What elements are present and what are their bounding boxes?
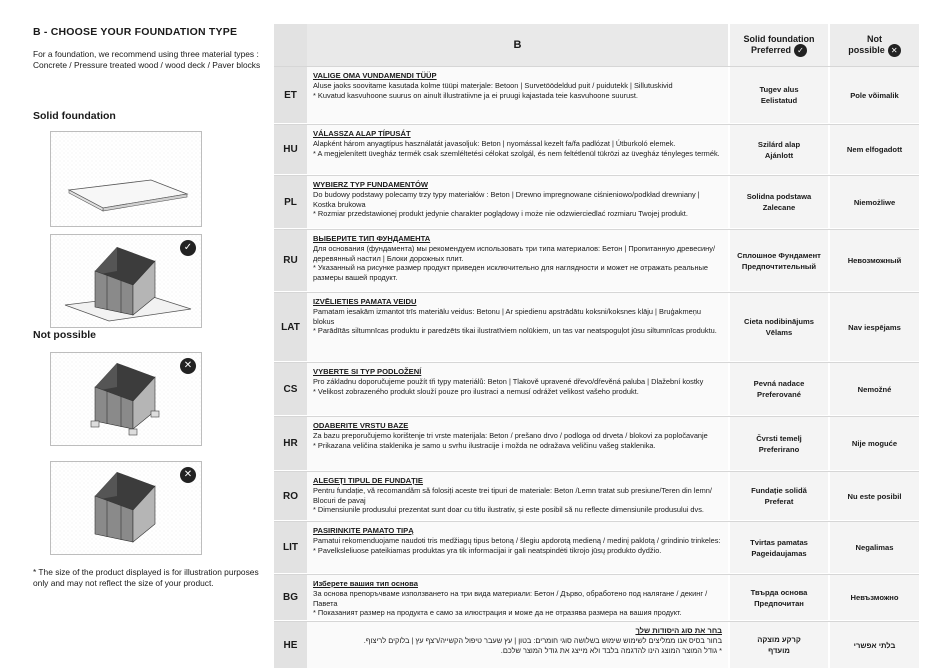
table-row [274,575,919,620]
not-possible-cell: Niemożliwe [830,176,919,228]
instruction-note: * Prikazana veličina staklenika je samo u svrhu ilustracije i možda ne odražava veličinu vašeg staklenika. [313,440,656,450]
table-header [274,24,919,66]
language-code: ET [274,67,307,123]
instruction-note: * Kuvatud kasvuhoone suurus on ainult illustratiivne ja ei pruugi kajastada teie kasvuhoone suurust. [313,90,638,100]
shed-on-blocks-illustration [50,352,202,446]
instruction-title: בחר את סוג היסודות שלך [635,626,722,635]
foundation-slab-illustration [50,131,202,227]
instruction-body: Pro základnu doporučujeme použít tři typy materiálů: Beton | Tlakově upravené dřevo/dřevěná paluba | Dlažební kostky [313,376,704,386]
instruction-body: Pamatui rekomenduojame naudoti tris medžiagų tipus betoną / šlegiu apdorotą medieną / medinį paklotą / grindinio trinkeles: [313,535,721,545]
language-code: HU [274,125,307,174]
preferred-label: Pageidaujamas [751,548,807,558]
instruction-note: * Rozmiar przedstawionej produkt jedynie charakter poglądowy i może nie odzwierciedlać rozmiaru Twojej produkt. [313,209,688,219]
instruction-body: Do budowy podstawy polecamy trzy typy materiałów : Beton | Drewno impregnowane ciśnieniowo/podkład drewniany | Kostka brukowa [313,189,700,209]
preferred-label: Preferirano [758,444,800,454]
solid-label: Fundație solidă [751,486,807,495]
language-code: PL [274,176,307,228]
language-code: BG [274,575,307,620]
solid-foundation-cell [730,622,828,668]
solid-foundation-cell [730,417,828,470]
language-code: LAT [274,293,307,361]
instruction-note: * Velikost zobrazeného produkt slouží pouze pro ilustraci a nemusí odrážet velikost vašeho produkt. [313,386,639,396]
preferred-label: Предпочитан [754,598,804,608]
check-circle-icon: ✓ [180,240,196,256]
not-possible-cell: Невъзможно [830,575,919,620]
table-row [274,125,919,174]
instruction-title: VÁLASSZA ALAP TÍPUSÁT [313,129,411,138]
instruction-title: ALEGEȚI TIPUL DE FUNDAȚIE [313,476,423,485]
header-solid-foundation [730,24,828,66]
instruction-body: За основа препоръчваме използването на три вида материали: Бетон / Дърво, обработено под налягане / декинг / Павета [313,588,708,608]
solid-foundation-cell [730,176,828,228]
cross-circle-icon: ✕ [888,44,901,57]
instruction-title: ВЫБЕРИТЕ ТИП ФУНДАМЕНТА [313,234,431,243]
left-column [33,26,263,71]
instruction-body: Pentru fundație, vă recomandăm să folosiți aceste trei tipuri de materiale: Beton /Lemn tratat sub presiune/Teren din lemn/ Blocuri de pavaj [313,485,712,505]
preferred-label: Предпочтительный [741,261,817,271]
row-divider [274,229,919,230]
instruction-title: PASIRINKITE PAMATO TIPĄ [313,526,414,535]
instruction-text [307,67,728,123]
solid-foundation-cell [730,230,828,291]
solid-label: Pevná nadace [753,379,805,388]
instruction-note: * A megjelenített üvegház termék csak szemléltetési célokat szolgál, és nem feltétlenül tükrözi az üvegház tényleges termék. [313,148,720,158]
preferred-label: Preferované [757,390,801,399]
size-disclaimer: * The size of the product displayed is for illustration purposes only and may not reflect the size of your product. [33,567,259,588]
table-row [274,293,919,361]
table-row [274,176,919,228]
instruction-text [307,125,728,174]
instruction-note: * Показаният размер на продукта е само за илюстрация и може да не отразява размера на вашия продукт. [313,608,682,618]
instruction-body: בחור בסיס אנו ממליצים לשימוש שימוש בשלושה סוגי חומרים: בטון | עץ שעבר טיפול הקשייה/רצף עץ | בלוקים לריצוף. [363,635,722,645]
row-divider [274,124,919,125]
instruction-title: VALIGE OMA VUNDAMENDI TÜÜP [313,71,437,80]
not-possible-cell: Nije moguće [830,417,919,470]
language-code: RU [274,230,307,291]
row-divider [274,292,919,293]
language-code: LIT [274,522,307,573]
language-code: RO [274,472,307,520]
instruction-text [307,176,728,228]
row-divider [274,175,919,176]
row-divider [274,66,919,67]
table-row [274,417,919,470]
instruction-text [307,522,728,573]
header-not-line2-wrap [848,44,901,57]
table-row [274,67,919,123]
row-divider [274,471,919,472]
check-circle-icon: ✓ [794,44,807,57]
instruction-note: * Parādītās siltumnīcas produktu ir paredzēts tikai ilustratīviem nolūkiem, un tas var neatspoguļot jūsu siltumnīcas produktu. [313,326,717,336]
solid-label: קרקע מוצקה [757,635,801,644]
instruction-body: Pamatam iesakām izmantot trīs materiālu veidus: Betonu | Ar spiedienu apstrādātu koksni/koksnes klāju | Bruģakmeņu blokus [313,306,701,326]
solid-foundation-cell [730,67,828,123]
solid-foundation-label: Solid foundation [33,110,116,122]
cross-circle-icon: ✕ [180,467,196,483]
solid-label: Tugev alus [759,85,799,94]
instruction-body: Для основания (фундамента) мы рекомендуем использовать три типа материалов: Бетон | Пропитанную древесину/деревянный настил | Блоки дорожных плит. [313,243,716,263]
instruction-text [307,417,728,470]
instruction-body: Alapként három anyagtípus használatát javasoljuk: Beton | nyomással kezelt fa/fa padlózat | Útburkoló elemek. [313,138,676,148]
not-possible-cell: Nav iespējams [830,293,919,361]
solid-label: Твърда основа [750,587,808,597]
instruction-text [307,363,728,415]
row-divider [274,521,919,522]
instruction-text [307,472,728,520]
header-not-line2: possible [848,44,885,55]
row-divider [274,621,919,622]
table-row [274,230,919,291]
table-row [274,472,919,520]
preferred-label: Zalecane [762,203,796,212]
instruction-title: WYBIERZ TYP FUNDAMENTÓW [313,180,429,189]
solid-foundation-cell [730,522,828,573]
instruction-title: ODABERITE VRSTU BAZE [313,421,409,430]
header-solid-line2-wrap [751,44,807,57]
not-possible-cell: Nemožné [830,363,919,415]
not-possible-label: Not possible [33,329,97,341]
language-code: HR [274,417,307,470]
not-possible-cell: Nem elfogadott [830,125,919,174]
header-not-possible [830,24,919,66]
instruction-note: * Pavelksleliuose pateikiamas produktas yra tik informacijai ir gali neatspindėti tikrojo jūsų produkto dydžio. [313,545,662,555]
cross-circle-icon: ✕ [180,358,196,374]
table-row [274,363,919,415]
table-row [274,522,919,573]
header-solid-line1: Solid foundation [743,33,815,44]
header-code-cell [274,24,307,66]
solid-foundation-cell [730,575,828,620]
header-not-line1: Not [867,33,882,44]
section-title: B - CHOOSE YOUR FOUNDATION TYPE [33,26,238,38]
solid-foundation-cell [730,472,828,520]
row-divider [274,416,919,417]
instruction-text [307,622,728,668]
instruction-note: * Указанный на рисунке размер продукт приведен исключительно для наглядности и может не отражать реальные размеры вашей продукт. [313,263,708,283]
header-solid-line2: Preferred [750,44,792,55]
section-intro: For a foundation, we recommend using three material types : Concrete / Pressure treated wood / wood deck / Paver blocks [33,49,261,70]
table-row [274,622,919,668]
shed-on-ground-illustration [50,461,202,555]
solid-label: Tvirtas pamatas [750,537,808,547]
language-code: CS [274,363,307,415]
shed-on-slab-illustration [50,234,202,328]
not-possible-cell: Невозможный [830,230,919,291]
preferred-label: Preferat [764,497,794,506]
solid-label: Solidna podstawa [746,192,812,201]
not-possible-cell: Pole võimalik [830,67,919,123]
not-possible-cell: בלתי אפשרי [830,622,919,668]
header-b: B [307,24,728,66]
instruction-title: IZVĒLIETIES PAMATA VEIDU [313,297,417,306]
instruction-text [307,575,728,620]
instruction-body: Aluse jaoks soovitame kasutada kolme tüüpi materjale: Betoon | Survetöödeldud puit / puidutekk | Sillutuskivid [313,80,673,90]
instruction-note: * Dimensiunile produsului prezentat sunt doar cu titlu ilustrativ, și este posibil să nu reflecte dimensiunile produsului dvs. [313,505,704,515]
instruction-body: Za bazu preporučujemo korištenje tri vrste materijala: Beton / prešano drvo / podloga od drveta / blokovi za popločavanje [313,430,708,440]
instruction-title: VYBERTE SI TYP PODLOŽENÍ [313,367,422,376]
row-divider [274,574,919,575]
solid-label: Сплошное Фундамент [737,250,821,260]
not-possible-cell: Negalimas [830,522,919,573]
instruction-note: * גודל המוצר המוצג הינו להדגמה בלבד ולא מייצג את גודל המוצר שלכם. [500,645,722,655]
not-possible-cell: Nu este posibil [830,472,919,520]
solid-foundation-cell [730,363,828,415]
solid-foundation-cell [730,293,828,361]
solid-foundation-cell [730,125,828,174]
preferred-label: Ajánlott [764,150,794,160]
foundation-translation-table [274,24,919,655]
preferred-label: Vēlams [765,328,793,337]
solid-label: Čvrsti temelj [756,433,802,443]
instruction-text [307,293,728,361]
solid-label: Szilárd alap [757,139,801,149]
preferred-label: מועדף [768,646,790,655]
language-code: HE [274,622,307,668]
row-divider [274,362,919,363]
preferred-label: Eelistatud [760,96,798,105]
instruction-text [307,230,728,291]
solid-label: Cieta nodibinājums [743,317,815,326]
instruction-title: Изберете вашия тип основа [313,579,418,588]
